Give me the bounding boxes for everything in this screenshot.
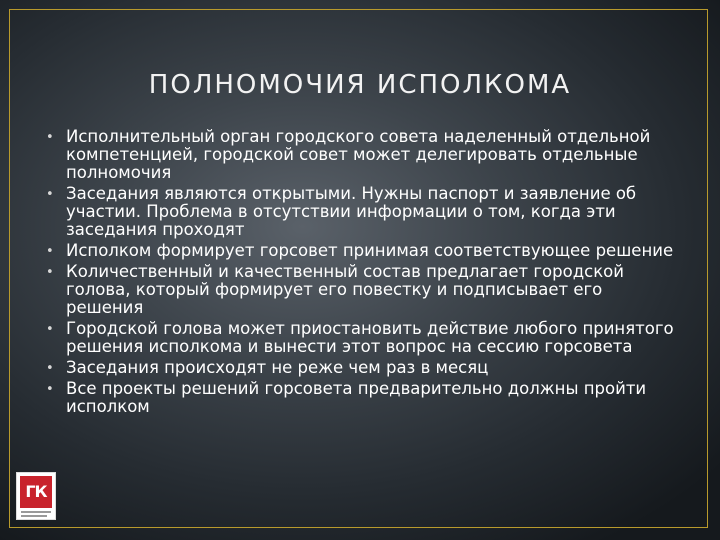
bullet-icon: • bbox=[46, 322, 54, 337]
logo-caption-line bbox=[21, 511, 51, 513]
bullet-text: Городской голова может приостановить действие любого принятого решения исполкома и вынести этот вопрос на сессию горсовета bbox=[66, 319, 674, 356]
bullet-text: Все проекты решений горсовета предварительно должны пройти исполком bbox=[66, 379, 647, 416]
list-item bbox=[46, 320, 676, 356]
list-item bbox=[46, 263, 676, 317]
list-item bbox=[46, 380, 676, 416]
logo-badge: ГК bbox=[20, 476, 52, 508]
bullet-text: Исполнительный орган городского совета наделенный отдельной компетенцией, городской совет может делегировать отдельные полномочия bbox=[66, 127, 651, 182]
bullet-list bbox=[46, 128, 676, 419]
bullet-text: Исполком формирует горсовет принимая соответствующее решение bbox=[66, 241, 674, 260]
bullet-icon: • bbox=[46, 187, 54, 202]
bullet-icon: • bbox=[46, 361, 54, 376]
bullet-icon: • bbox=[46, 265, 54, 280]
bullet-icon: • bbox=[46, 244, 54, 259]
slide-title: ПОЛНОМОЧИЯ ИСПОЛКОМА bbox=[148, 70, 572, 100]
list-item bbox=[46, 128, 676, 182]
list-item bbox=[46, 359, 676, 377]
organization-logo bbox=[16, 472, 56, 520]
bullet-text: Заседания являются открытыми. Нужны паспорт и заявление об участии. Проблема в отсутствии информации о том, когда эти заседания проходят bbox=[66, 184, 637, 239]
bullet-icon: • bbox=[46, 130, 54, 145]
list-item bbox=[46, 185, 676, 239]
bullet-icon: • bbox=[46, 382, 54, 397]
bullet-text: Количественный и качественный состав предлагает городской голова, который формирует его повестку и подписывает его решения bbox=[66, 262, 624, 317]
list-item bbox=[46, 242, 676, 260]
bullet-text: Заседания происходят не реже чем раз в месяц bbox=[66, 358, 489, 377]
logo-caption-line bbox=[21, 515, 47, 517]
